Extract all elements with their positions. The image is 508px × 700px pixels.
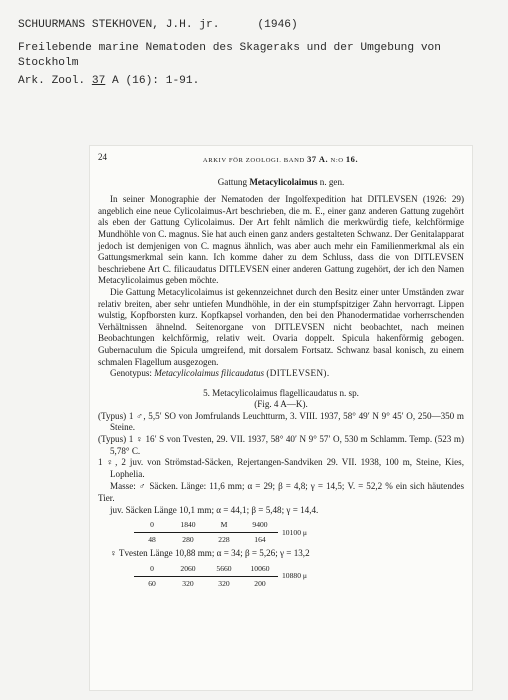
page-header [98,152,464,167]
citation-volume: 37 [91,75,106,87]
page-clipping [90,146,472,690]
measurements-female-tvesten: ♀ Tvesten Länge 10,88 mm; α = 34; β = 5,26; γ = 13,2 [110,548,310,559]
formula-juvenile-total: 10100 μ [282,527,307,537]
citation-journal: Ark. Zool. 37 A (16): 1-91. [18,75,200,87]
species-heading: 5. Metacylicolaimus flagellicaudatus n. sp. [203,387,359,398]
record-2: (Typus) 1 ♀ 16′ S von Tvesten, 29. VII. 1937, 58° 40′ N 9° 57′ O, 530 m Schlamm. Temp. (523 m) 5,78° C. [98,434,464,456]
page-number: 24 [98,152,107,162]
formula-female-total: 10880 μ [282,571,307,581]
citation-title: Freilebende marine Nematoden des Skageraks und der Umgebung von Stockholm [18,42,441,69]
measurements-juvenile: juv. Säcken Länge 10,1 mm; α = 44,1; β = 5,48; γ = 14,4. [110,504,319,515]
formula-female: 0 2060 5660 10060 60 320 320 200 10880 μ [134,563,464,589]
paragraph-1: In seiner Monographie der Nematoden der Ingolfexpedition hat DITLEVSEN (1926: 29) angeblich eine neue Cylicolaimus-Art beschrieben, die m. E., einer ganz anderen Gattung zugehört als eben der Gattung Cylicolaimus. Der Art fehlt nämlich die merkwürdig tiefe, kelchförmige Mundhöhle von C. magnus. Sie hat auch einen ganz anders gestalteten Schwanz. Der Genitalapparat jedoch ist demjenigen von C. magnus ähnlich, was aber auch mehr ein Familienmerkmal als ein Gattungsmerkmal sein kann. Ich komme daher zu dem Schluss, dass die von DITLEVSEN beschriebene Art C. filicaudatus DITLEVSEN einer anderen Gattung zugehört, der ich den Namen Metacylicolaimus geben möchte. [98,194,464,286]
printed-page [98,152,464,592]
formula-juvenile: 0 1840 M 9400 48 280 228 164 10100 μ [134,519,464,545]
citation-year: (1946) [257,19,298,31]
genus-title: Gattung Metacylicolaimus n. gen. [217,176,345,187]
citation-author-line [18,18,498,33]
record-3: 1 ♀, 2 juv. von Strömstad-Säcken, Rejertangen-Sandviken 29. VII. 1938, 100 m, Steine, Kies, Lophelia. [98,457,464,479]
genotypus-line: Genotypus: Metacylicolaimus filicaudatus (DITLEVSEN). [110,368,330,379]
running-head: ARKIV FÖR ZOOLOGI. BAND 37 A. N:O 16. [202,155,359,164]
figure-reference: (Fig. 4 A—K). [254,399,308,410]
citation-author: SCHUURMANS STEKHOVEN, J.H. jr. [18,19,220,31]
measurements-male: Masse: ♂ Säcken. Länge: 11,6 mm; α = 29; β = 4,8; γ = 14,5; V. = 52,2 % ein sich häutendes Tier. [98,481,464,504]
record-1: (Typus) 1 ♂, 5,5′ SO von Jomfrulands Leuchtturm, 3. VIII. 1937, 58° 49′ N 9° 45′ O, 250—350 m Steine. [98,410,464,433]
citation-block [18,18,498,89]
paragraph-2: Die Gattung Metacylicolaimus ist gekennzeichnet durch den Besitz einer unter Umständen zwar relativ breiten, aber sehr untiefen Mundhöhle, in der ein stumpfspitziger Zahn hervorragt. Lippen wulstig, Kopfborsten kurz. Kopfkapsel vorhanden, den bei den Phanodermatidae vorherrschenden Verhältnissen ähnelnd. Seitenorgane von DITLEVSEN nicht beobachtet, nach meinen Beobachtungen kelchförmig, relativ weit. Ovaria doppelt. Spicula hakenförmig gebogen. Gubernaculum die Spicula umgreifend, mit dorsalem Fortsatz. Schwanz basal konisch, zu einem schmalen Flagellum ausgezogen. [98,286,464,367]
